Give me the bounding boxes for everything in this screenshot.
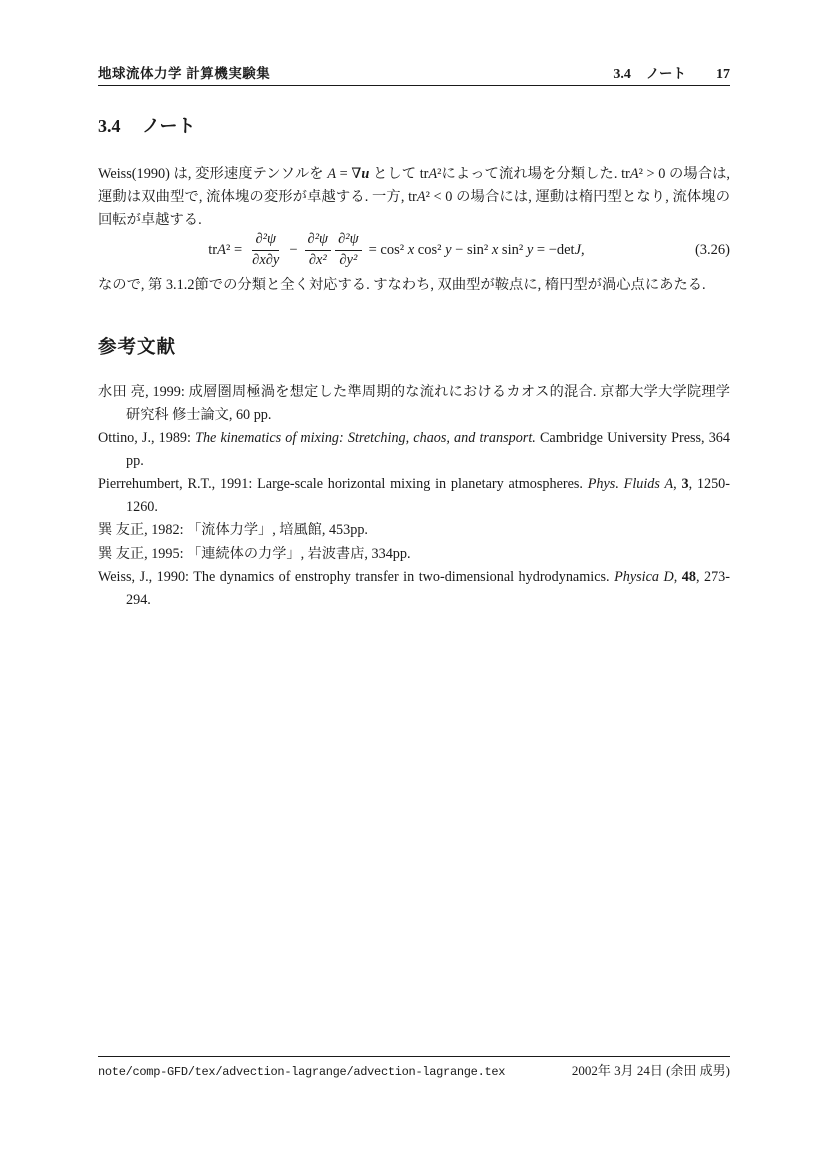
equation-rhs: = cos² x cos² y − sin² x sin² y = −detJ, [368,241,585,258]
reference-item-ottino: Ottino, J., 1989: The kinematics of mixing: Stretching, chaos, and transport. Cambridge University Press, 364 pp. [98,430,730,469]
footer-rule [98,1056,730,1057]
footer-date: 2002年 3月 24日 (余田 成男) [571,1063,730,1078]
section-heading [98,112,195,138]
equation-number: (3.26) [694,241,730,258]
fraction-numerator: ∂²ψ [335,231,362,250]
running-header-section [613,62,730,83]
fraction-dx2 [305,231,332,269]
minus-sign: − [289,241,298,258]
section-heading-title: ノート [142,116,196,136]
running-header-title: 地球流体力学 計算機実験集 [98,66,271,81]
footer-file-path: note/comp-GFD/tex/advection-lagrange/advection-lagrange.tex [98,1065,506,1079]
running-header-section-number: 3.4 [613,67,631,82]
fraction-product [305,231,362,269]
reference-list [98,381,730,612]
running-header [98,62,730,83]
running-header-section-name: ノート [645,66,686,81]
reference-item-weiss: Weiss, J., 1990: The dynamics of enstrophy transfer in two-dimensional hydrodynamics. Physica D, 48, 273-294. [98,569,730,608]
fraction-denominator: ∂x² [308,251,327,268]
equation-3-26 [98,224,730,276]
fraction-numerator: ∂²ψ [305,231,332,250]
fraction-numerator: ∂²ψ [252,231,279,250]
paragraph-correspondence: なので, 第 3.1.2節での分類と全く対応する. すなわち, 双曲型が鞍点に, 楕円型が渦心点にあたる. [98,277,706,293]
reference-item-tatsumi-1995: 巽 友正, 1995: 「連続体の力学」, 岩波書店, 334pp. [98,545,411,562]
page-number: 17 [716,67,730,82]
fraction-denominator: ∂x∂y [252,251,280,268]
fraction-dxdy [249,231,282,269]
paragraph-weiss-classification: Weiss(1990) は, 変形速度テンソルを A = ∇u として trA²によって流れ場を分類した. trA² > 0 の場合は, 運動は双曲型で, 流体塊の変形が卓越する. 一方, trA² < 0 の場合には, 運動は楕円型となり, 流体塊の回転が卓越する. [98,166,731,228]
header-rule [98,85,730,86]
section-heading-number: 3.4 [98,116,121,136]
reference-item-mizuta: 水田 亮, 1999: 成層圏周極渦を想定した準周期的な流れにおけるカオス的混合. 京都大学大学院理学研究科 修士論文, 60 pp. [98,384,730,423]
reference-item-pierrehumbert: Pierrehumbert, R.T., 1991: Large-scale horizontal mixing in planetary atmospheres. Phys. Fluids A, 3, 1250-1260. [98,476,730,515]
equation-body [98,231,695,269]
fraction-denominator: ∂y² [339,251,358,268]
fraction-dy2 [335,231,362,269]
references-heading: 参考文献 [98,336,177,357]
equation-lhs: trA² = [208,241,243,258]
footer [98,1060,730,1079]
reference-item-tatsumi-1982: 巽 友正, 1982: 「流体力学」, 培風館, 453pp. [98,522,368,538]
